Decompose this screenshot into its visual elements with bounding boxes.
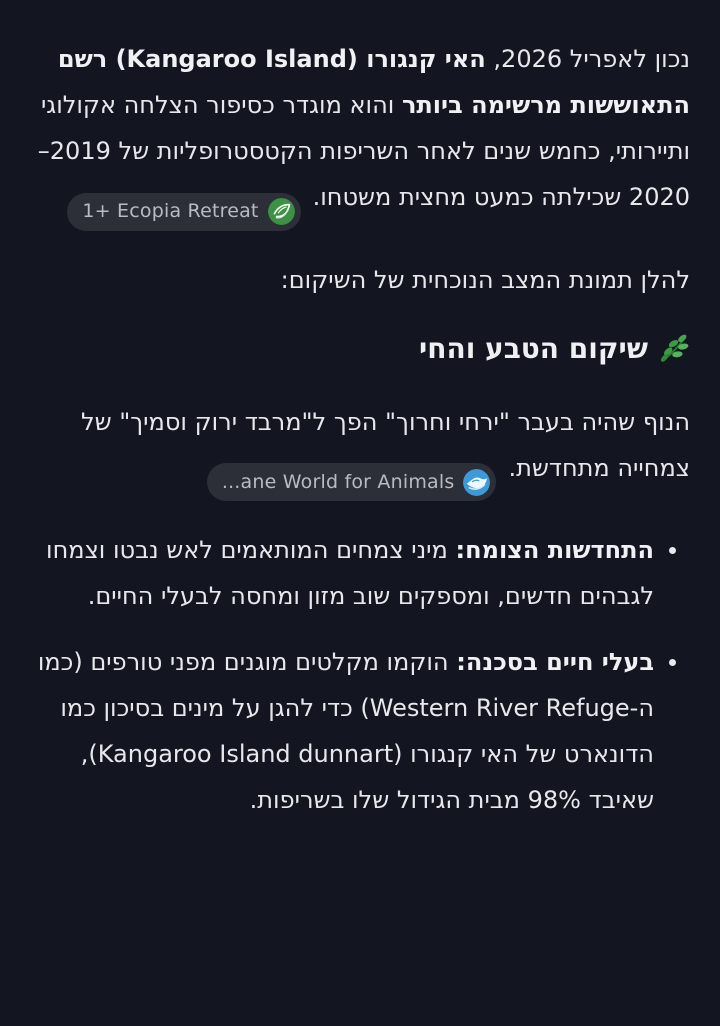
- section-heading-nature-recovery: [30, 329, 690, 369]
- citation-pill-ecopia-retreat[interactable]: [67, 193, 300, 231]
- intro-text-prefix: נכון לאפריל 2026,: [485, 45, 690, 73]
- list-item-vegetation: [30, 527, 690, 619]
- bullet-dot-column: [654, 527, 690, 619]
- citation-label: 1+ Ecopia Retreat: [82, 200, 259, 222]
- nature-text: הנוף שהיה בעבר "ירחי וחרוך" הפך ל"מרבד ירוק וסמיך" של צמחייה מתחדשת.: [80, 407, 690, 482]
- intro-paragraph: [30, 36, 690, 231]
- citation-pill-humane-world[interactable]: [207, 463, 497, 501]
- humane-world-favicon-icon: [463, 469, 490, 496]
- list-item-lead: בעלי חיים בסכנה:: [456, 648, 654, 676]
- list-item-text: [30, 527, 654, 619]
- list-item-lead: התחדשות הצומח:: [455, 536, 654, 564]
- citation-label: ...ane World for Animals: [221, 470, 455, 493]
- bullet-dot: [669, 547, 676, 554]
- bullet-dot-column: [654, 639, 690, 823]
- list-item-endangered-animals: [30, 639, 690, 823]
- nature-paragraph: [30, 399, 690, 502]
- intro-text-bold: האי קנגורו (Kangaroo Island) רשם התאוששות מרשימה ביותר: [57, 45, 690, 119]
- bullet-dot: [669, 659, 676, 666]
- list-item-body: מיני צמחים המותאמים לאש נבטו וצמחו לגבהים חדשים, ומספקים שוב מזון ומחסה לבעלי החיים.: [46, 536, 654, 610]
- intro-text-suffix: והוא מוגדר כסיפור הצלחה אקולוגי ותיירותי, כחמש שנים לאחר השריפות הקטסטרופליות של 2019–2020 שכילתה כמעט מחצית משטחו.: [37, 91, 690, 211]
- herb-leaf-icon: [659, 333, 690, 364]
- status-line: להלן תמונת המצב הנוכחית של השיקום:: [280, 265, 690, 294]
- section-heading-text: שיקום הטבע והחי: [418, 331, 648, 365]
- ecopia-favicon-icon: [268, 198, 295, 225]
- list-item-text: [30, 639, 654, 823]
- list-item-body: הוקמו מקלטים מוגנים מפני טורפים (כמו ה-Western River Refuge) כדי להגן על מינים בסיכון כמו הדונארט של האי קנגורו (Kangaroo Island dunnart), שאיבד 98% מבית הגידול שלו בשריפות.: [37, 648, 654, 814]
- bullet-list: [30, 527, 690, 823]
